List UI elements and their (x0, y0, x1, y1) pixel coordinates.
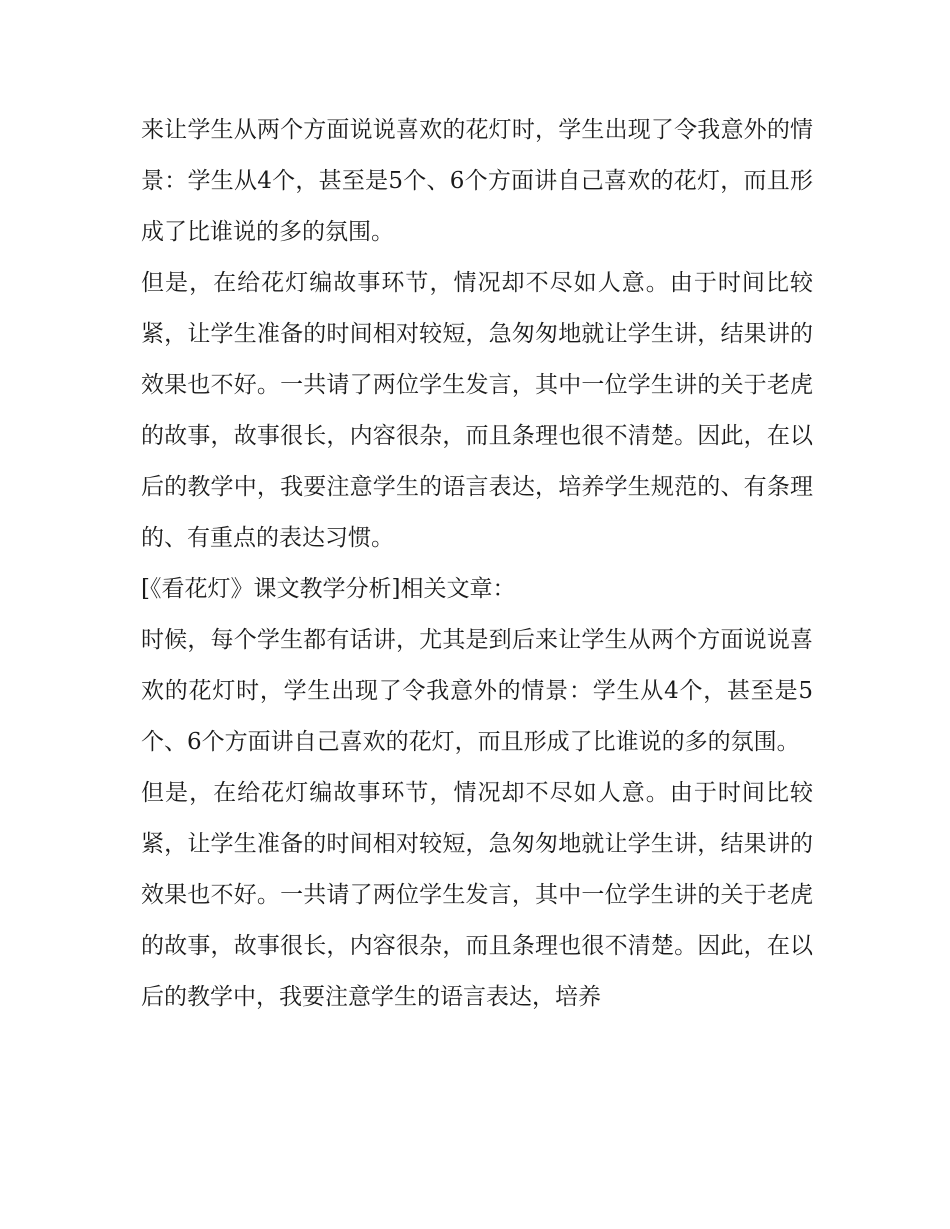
document-body (141, 105, 813, 1023)
paragraph-lantern-description: 来让学生从两个方面说说喜欢的花灯时，学生出现了令我意外的情景：学生从4个，甚至是5个、6个方面讲自己喜欢的花灯，而且形成了比谁说的多的氛围。 (141, 117, 813, 245)
paragraph-story-reflection: 但是，在给花灯编故事环节，情况却不尽如人意。由于时间比较紧，让学生准备的时间相对较短，急匆匆地就让学生讲，结果讲的效果也不好。一共请了两位学生发言，其中一位学生讲的关于老虎的故事，故事很长，内容很杂，而且条理也很不清楚。因此，在以后的教学中，我要注意学生的语言表达，培养学生规范的、有条理的、有重点的表达习惯。 (141, 270, 813, 551)
paragraph-student-participation: 时候，每个学生都有话讲，尤其是到后来让学生从两个方面说说喜欢的花灯时，学生出现了令我意外的情景：学生从4个，甚至是5个、6个方面讲自己喜欢的花灯，而且形成了比谁说的多的氛围。 (141, 627, 813, 755)
related-articles-heading: [《看花灯》课文教学分析]相关文章： (141, 576, 516, 602)
paragraph-story-reflection-repeat: 但是，在给花灯编故事环节，情况却不尽如人意。由于时间比较紧，让学生准备的时间相对较短，急匆匆地就让学生讲，结果讲的效果也不好。一共请了两位学生发言，其中一位学生讲的关于老虎的故事，故事很长，内容很杂，而且条理也很不清楚。因此，在以后的教学中，我要注意学生的语言表达，培养 (141, 780, 813, 1010)
